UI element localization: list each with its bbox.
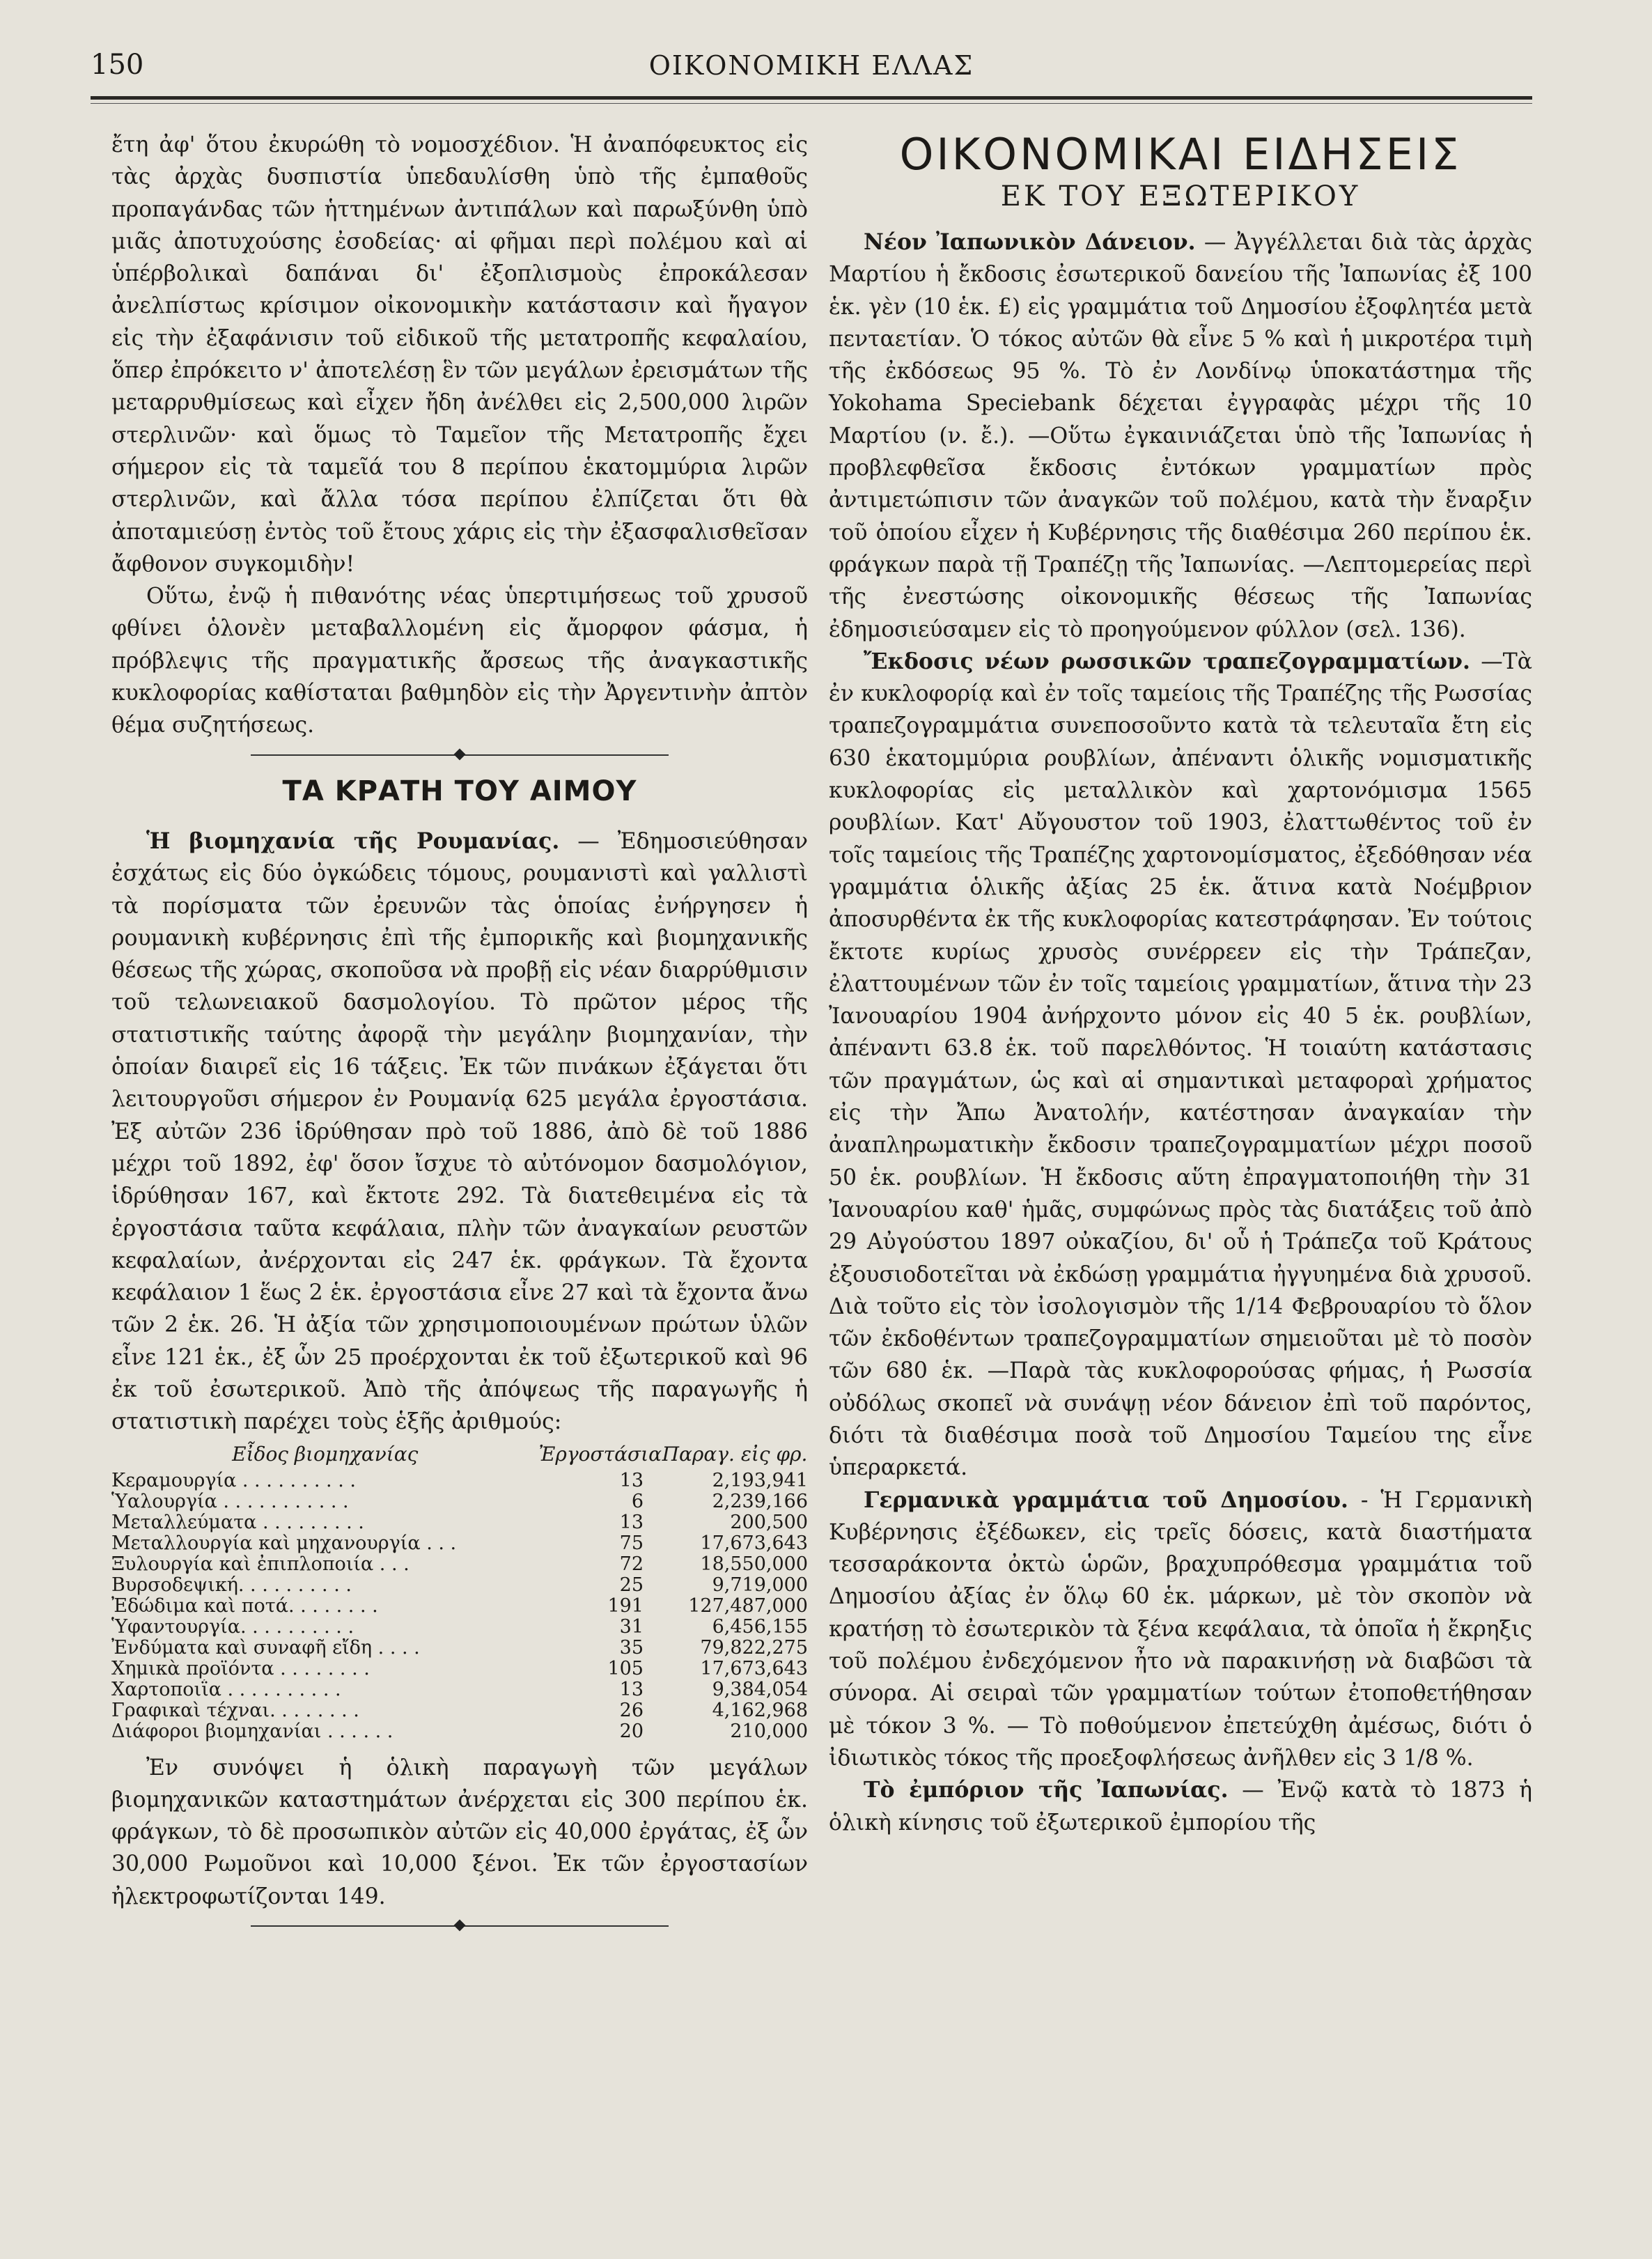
table-row (111, 1575, 808, 1596)
industry-name: Ὑαλουργία . . . . . . . . . . . (111, 1491, 349, 1512)
industry-name: Κεραμουργία . . . . . . . . . . (111, 1470, 356, 1491)
industry-name: Ὑφαντουργία. . . . . . . . . . (111, 1616, 354, 1638)
page-header (91, 49, 1532, 91)
industry-name: Μεταλλεύματα . . . . . . . . . (111, 1512, 364, 1533)
table-row (111, 1470, 808, 1491)
factory-count: 13 (619, 1678, 644, 1700)
news-heading: Τὸ ἐμπόριον τῆς Ἰαπωνίας. (864, 1777, 1229, 1803)
table-row (111, 1700, 808, 1721)
header-rule-thin (91, 103, 1532, 104)
news-heading: Ἔκδοσις νέων ρωσσικῶν τραπεζογραμματίων. (864, 648, 1470, 674)
diamond-ornament-icon (454, 1920, 466, 1932)
table-row (111, 1533, 808, 1554)
production-value: 6,456,155 (712, 1615, 808, 1638)
factory-count: 191 (607, 1594, 644, 1617)
production-value: 2,239,166 (712, 1490, 808, 1512)
section-divider (111, 1916, 808, 1936)
news-heading: Γερμανικὰ γραμμάτια τοῦ Δημοσίου. (864, 1486, 1348, 1513)
table-row (111, 1554, 808, 1575)
production-value: 9,719,000 (712, 1574, 808, 1596)
running-title: ΟΙΚΟΝΟΜΙΚΗ ΕΛΛΑΣ (648, 50, 974, 81)
section-title: ΟΙΚΟΝΟΜΙΚΑΙ ΕΙΔΗΣΕΙΣ (899, 129, 1462, 180)
column-header: Παραγ. εἰς φρ. (662, 1442, 808, 1466)
paragraph: Ἐν συνόψει ἡ ὁλικὴ παραγωγὴ τῶν μεγάλων βιομηχανικῶν καταστημάτων ἀνέρχεται εἰς 300 περίπου ἑκ. φράγκων, τὸ δὲ προσωπικὸν αὐτῶν εἰς 40,000 ἐργάτας, ἐξ ὧν 30,000 Ρωμοῦνοι καὶ 10,000 ξένοι. Ἐκ τῶν ἐργοστασίων ἠλεκτροφωτίζονται 149. (111, 1755, 808, 1909)
table-row (111, 1512, 808, 1533)
table-row (111, 1679, 808, 1700)
header-rule (91, 96, 1532, 100)
production-value: 127,487,000 (688, 1594, 808, 1617)
factory-count: 31 (619, 1615, 644, 1638)
table-header-row (111, 1443, 808, 1470)
diamond-ornament-icon (454, 748, 466, 760)
production-value: 200,500 (730, 1511, 808, 1533)
production-value: 2,193,941 (712, 1469, 808, 1491)
industry-name: Ξυλουργία καὶ ἐπιπλοποιία . . . (111, 1553, 410, 1575)
factory-count: 20 (619, 1720, 644, 1742)
industry-name: Διάφοροι βιομηχανίαι . . . . . . (111, 1721, 393, 1742)
production-value: 9,384,054 (712, 1678, 808, 1700)
production-value: 79,822,275 (700, 1636, 808, 1659)
column-header: Ἐργοστάσια (538, 1442, 662, 1466)
news-text: —Τὰ ἐν κυκλοφορίᾳ καὶ ἐν τοῖς ταμείοις τῆς Τραπέζης τῆς Ρωσσίας τραπεζογραμμάτια συνεποσοῦντο κατὰ τὰ τελευταῖα ἔτη εἰς 630 ἑκατομμύρια ρουβλίων, ἀπέναντι ὁλικῆς νομισματικῆς κυκλοφορίας εἰς μεταλλικὸν καὶ χαρτονόμισμα 1565 ρουβλίων. Κατ' Αὔγουστον τοῦ 1903, ἐλαττωθέντος τοῦ ἐν τοῖς ταμείοις τῆς Τραπέζης χαρτονομίσματος, ἐξεδόθησαν νέα γραμμάτια ὁλικῆς ἀξίας 25 ἑκ. ἅτινα κατὰ Νοέμβριον ἀποσυρθέντα ἐκ τῆς κυκλοφορίας κατεστράφησαν. Ἐν τούτοις ἔκτοτε κυρίως χρυσὸς συνέρρεεν εἰς τὴν Τράπεζαν, ἐλαττουμένων τῶν ἐν τοῖς ταμείοις γραμματίων, ἅτινα τὴν 23 Ἰανουαρίου 1904 ἀνήρχοντο μόνον εἰς 40 5 ἑκ. ρουβλίων, ἀπέναντι 63.8 ἑκ. τοῦ παρελθόντος. Ἡ τοιαύτη κατάστασις τῶν πραγμάτων, ὡς καὶ αἱ σημαντικαὶ μεταφοραὶ χρήματος εἰς τὴν Ἄπω Ἀνατολήν, κατέστησαν ἀναγκαίαν τὴν ἀναπληρωματικὴν ἔκδοσιν τραπεζογραμματίων μέχρι ποσοῦ 50 ἑκ. ρουβλίων. Ἡ ἔκδοσις αὕτη ἐπραγματοποιήθη τὴν 31 Ἰανουαρίου καθ' ἡμᾶς, συμφώνως πρὸς τὰς διατάξεις τοῦ ἀπὸ 29 Αὐγούστου 1897 οὐκαζίου, δι' οὗ ἡ Τράπεζα τοῦ Κράτους ἐξουσιοδοτεῖται νὰ ἐκδώσῃ γραμμάτια ἠγγυημένα διὰ χρυσοῦ. Διὰ τοῦτο εἰς τὸν ἰσολογισμὸν τῆς 1/14 Φεβρουαρίου τὸ ὅλον τῶν ἐκδοθέντων τραπεζογραμματίων σημειοῦται μὲ τὸ ποσὸν τῶν 680 ἑκ. —Παρὰ τὰς κυκλοφορούσας φήμας, ἡ Ρωσσία οὐδόλως σκοπεῖ νὰ συνάψῃ νέον δάνειον ἐπὶ τοῦ παρόντος, διότι τὰ διαθέσιμα ποσὰ τοῦ Δημοσίου Ταμείου της εἶνε ὑπεραρκετά. (829, 649, 1532, 1481)
left-column (111, 129, 808, 1939)
industry-name: Ἐδώδιμα καὶ ποτά. . . . . . . . (111, 1595, 378, 1617)
production-value: 18,550,000 (700, 1553, 808, 1575)
table-row (111, 1721, 808, 1742)
table-row (111, 1617, 808, 1638)
news-item (829, 1484, 1532, 1775)
industry-name: Χημικὰ προϊόντα . . . . . . . . (111, 1658, 370, 1679)
table-row (111, 1659, 808, 1679)
industry-name: Γραφικαὶ τέχναι. . . . . . . . (111, 1700, 359, 1721)
column-header: Εἶδος βιομηχανίας (232, 1442, 419, 1466)
factory-count: 13 (619, 1469, 644, 1491)
table-row (111, 1638, 808, 1659)
industry-name: Ἐνδύματα καὶ συναφῆ εἴδη . . . . (111, 1637, 420, 1659)
news-text: — Ἐνῷ κατὰ τὸ 1873 ἡ ὁλικὴ κίνησις τοῦ ἐξωτερικοῦ ἐμπορίου τῆς (829, 1778, 1532, 1835)
section-subtitle: ΕΚ ΤΟΥ ΕΞΩΤΕΡΙΚΟΥ (1000, 180, 1361, 212)
table-row (111, 1491, 808, 1512)
industry-table (111, 1443, 808, 1742)
production-value: 4,162,968 (712, 1699, 808, 1721)
news-heading: Νέον Ἰαπωνικὸν Δάνειον. (864, 229, 1196, 255)
section-divider (111, 745, 808, 766)
factory-count: 13 (619, 1511, 644, 1533)
factory-count: 35 (619, 1636, 644, 1659)
industry-name: Βυρσοδεψική. . . . . . . . . . (111, 1574, 352, 1596)
industry-name: Μεταλλουργία καὶ μηχανουργία . . . (111, 1532, 457, 1554)
right-column (829, 129, 1532, 1839)
article-heading: Ἡ βιομηχανία τῆς Ρουμανίας. (146, 828, 560, 854)
factory-count: 72 (619, 1553, 644, 1575)
table-row (111, 1596, 808, 1617)
production-value: 210,000 (730, 1720, 808, 1742)
production-value: 17,673,643 (700, 1532, 808, 1554)
section-title: ΤΑ ΚΡΑΤΗ ΤΟΥ ΑΙΜΟΥ (282, 775, 637, 807)
article-paragraph (111, 825, 808, 1438)
article-text: — Ἐδημοσιεύθησαν ἐσχάτως εἰς δύο ὀγκώδεις τόμους, ρουμανιστὶ καὶ γαλλιστὶ τὰ πορίσματα τῶν ἐρευνῶν τὰς ὁποίας ἐνήργησεν ἡ ρουμανικὴ κυβέρνησις ἐπὶ τῆς ἐμπορικῆς καὶ βιομηχανικῆς θέσεως τῆς χώρας, σκοποῦσα νὰ προβῇ εἰς νέαν διαρρύθμισιν τοῦ τελωνειακοῦ δασμολογίου. Τὸ πρῶτον μέρος τῆς στατιστικῆς ταύτης ἀφορᾷ τὴν μεγάλην βιομηχανίαν, τὴν ὁποίαν διαιρεῖ εἰς 16 τάξεις. Ἐκ τῶν πινάκων ἐξάγεται ὅτι λειτουργοῦσι σήμερον ἐν Ρουμανίᾳ 625 μεγάλα ἐργοστάσια. Ἐξ αὐτῶν 236 ἱδρύθησαν πρὸ τοῦ 1886, ἀπὸ δὲ τοῦ 1886 μέχρι τοῦ 1892, ἐφ' ὅσον ἴσχυε τὸ αὐτόνομον δασμολόγιον, ἱδρύθησαν 167, καὶ ἔκτοτε 292. Τὰ διατεθειμένα εἰς τὰ ἐργοστάσια ταῦτα κεφάλαια, πλὴν τῶν ἀναγκαίων ρευστῶν κεφαλαίων, ἀνέρχονται εἰς 247 ἑκ. φράγκων. Τὰ ἔχοντα κεφάλαιον 1 ἕως 2 ἑκ. ἐργοστάσια εἶνε 27 καὶ τὰ ἔχοντα ἄνω τῶν 2 ἑκ. 26. Ἡ ἀξία τῶν χρησιμοποιουμένων πρώτων ὑλῶν εἶνε 121 ἑκ., ἐξ ὧν 25 προέρχονται ἐκ τοῦ ἐξωτερικοῦ καὶ 96 ἐκ τοῦ ἐσωτερικοῦ. Ἀπὸ τῆς ἀπόψεως τῆς παραγωγῆς ἡ στατιστικὴ παρέχει τοὺς ἑξῆς ἀριθμούς: (111, 828, 808, 1435)
factory-count: 26 (619, 1699, 644, 1721)
news-text: - Ἡ Γερμανικὴ Κυβέρνησις ἐξέδωκεν, εἰς τρεῖς δόσεις, κατὰ διαστήματα τεσσαράκοντα ὀκτὼ ὡρῶν, βραχυπρόθεσμα γραμμάτια τοῦ Δημοσίου ἀξίας ἐν ὅλῳ 60 ἑκ. μάρκων, μὲ τὸν σκοπὸν νὰ κρατήσῃ τὸ ἐσωτερικὸν τὰ ξένα κεφάλαια, τὰ ὁποῖα ἡ ἔκρηξις τοῦ πολέμου ἐνδεχόμενον ἦτο νὰ παρακινήσῃ νὰ διαβῶσι τὰ σύνορα. Αἱ σειραὶ τῶν γραμματίων τούτων ἐτοποθετήθησαν μὲ τόκον 3 %. — Τὸ ποθούμενον ἐπετεύχθη ἀμέσως, διότι ὁ ἰδιωτικὸς τόκος τῆς προεξοφλήσεως ἀνῆλθεν εἰς 3 1/8 %. (829, 1487, 1533, 1771)
news-item (829, 646, 1532, 1484)
industry-name: Χαρτοποιΐα . . . . . . . . . . (111, 1679, 341, 1700)
paragraph: Οὕτω, ἐνῷ ἡ πιθανότης νέας ὑπερτιμήσεως τοῦ χρυσοῦ φθίνει ὁλονὲν μεταβαλλομένη εἰς ἄμορφον φάσμα, ἡ πρόβλεψις τῆς πραγματικῆς ἄρσεως τῆς ἀναγκαστικῆς κυκλοφορίας καθίσταται βαθμηδὸν εἰς τὴν Ἀργεντινὴν ἀπτὸν θέμα συζητήσεως. (111, 584, 808, 738)
production-value: 17,673,643 (700, 1657, 808, 1679)
factory-count: 6 (631, 1490, 644, 1512)
news-text: — Ἀγγέλλεται διὰ τὰς ἀρχὰς Μαρτίου ἡ ἔκδοσις ἐσωτερικοῦ δανείου τῆς Ἰαπωνίας ἐξ 100 ἑκ. γὲν (10 ἑκ. £) εἰς γραμμάτια τοῦ Δημοσίου ἐξοφλητέα μετὰ πενταετίαν. Ὁ τόκος αὐτῶν θὰ εἶνε 5 % καὶ ἡ μικροτέρα τιμὴ τῆς ἐκδόσεως 95 %. Τὸ ἐν Λονδίνῳ ὑποκατάστημα τῆς Yokohama Speciebank δέχεται ἐγγραφὰς μέχρι τῆς 10 Μαρτίου (ν. ἔ.). —Οὕτω ἐγκαινιάζεται ὑπὸ τῆς Ἰαπωνίας ἡ προβλεφθεῖσα ἔκδοσις ἐντόκων γραμματίων πρὸς ἀντιμετώπισιν τῶν ἀναγκῶν τοῦ πολέμου, κατὰ τὴν ἔναρξιν τοῦ ὁποίου εἶχεν ἡ Κυβέρνησις τῆς διαθέσιμα 260 περίπου ἑκ. φράγκων παρὰ τῇ Τραπέζῃ τῆς Ἰαπωνίας. —Λεπτομερείας περὶ τῆς ἐνεστώσης οἰκονομικῆς θέσεως τῆς Ἰαπωνίας ἐδημοσιεύσαμεν εἰς τὸ προηγούμενον φύλλον (σελ. 136). (829, 230, 1532, 642)
factory-count: 75 (619, 1532, 644, 1554)
news-item (829, 1774, 1532, 1839)
factory-count: 25 (619, 1574, 644, 1596)
paragraph: ἔτη ἀφ' ὅτου ἐκυρώθη τὸ νομοσχέδιον. Ἡ ἀναπόφευκτος εἰς τὰς ἀρχὰς δυσπιστία ὑπεδαυλίσθη ὑπὸ τῆς ἐμπαθοῦς προπαγάνδας τῶν ἡττημένων ἀντιπάλων καὶ παρωξύνθη ὑπὸ μιᾶς ἀποτυχούσης ἐσοδείας· αἱ φῆμαι περὶ πολέμου καὶ αἱ ὑπέρβολικαὶ δαπάναι δι' ἐξοπλισμοὺς ἐπροκάλεσαν ἀνελπίστως κρίσιμον οἰκονομικὴν κατάστασιν καὶ ἤγαγον εἰς τὴν ἐξαφάνισιν τοῦ εἰδικοῦ τῆς μετατροπῆς κεφαλαίου, ὅπερ ἐπρόκειτο ν' ἀποτελέσῃ ἓν τῶν μεγάλων ἐρεισμάτων τῆς μεταρρυθμίσεως καὶ εἶχεν ἤδη ἀνέλθει εἰς 2,500,000 λιρῶν στερλινῶν· καὶ ὅμως τὸ Ταμεῖον τῆς Μετατροπῆς ἔχει σήμερον εἰς τὰ ταμεῖά του 8 περίπου ἑκατομμύρια λιρῶν στερλινῶν, καὶ ἄλλα τόσα περίπου ἐλπίζεται ὅτι θὰ ἀποταμιεύσῃ ἐντὸς τοῦ ἔτους χάρις εἰς τὴν ἐξασφαλισθεῖσαν ἄφθονον συγκομιδὴν! (111, 132, 808, 577)
factory-count: 105 (607, 1657, 644, 1679)
news-item (829, 226, 1532, 646)
page-number: 150 (91, 49, 144, 81)
